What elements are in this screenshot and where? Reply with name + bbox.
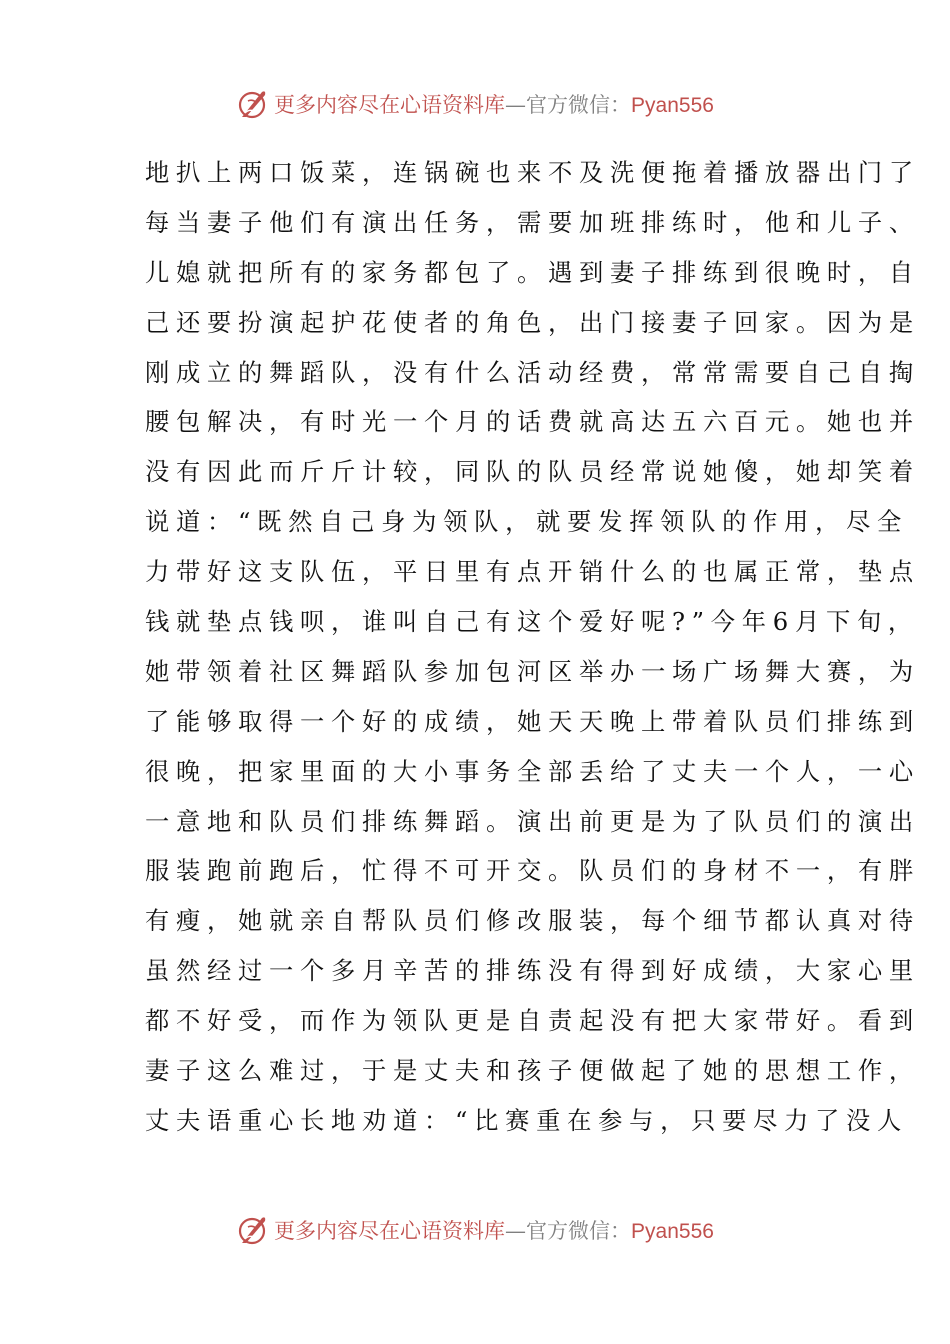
body-line: 地扒上两口饭菜，连锅碗也来不及洗便拖着播放器出门了: [145, 158, 920, 187]
body-line: 她带领着社区舞蹈队参加包河区举办一场广场舞大赛，为: [145, 656, 920, 686]
banner-separator-text: —官方微信：: [505, 93, 632, 117]
banner-wechat-id: Pyan556: [631, 94, 714, 117]
body-line: 虽然经过一个多月辛苦的排练没有得到好成绩，大家心里: [145, 956, 920, 986]
quill-pen-logo-icon: [236, 1213, 270, 1247]
body-line: 都不好受，而作为领队更是自责起没有把大家带好。看到: [145, 1006, 920, 1036]
body-line: 妻子这么难过，于是丈夫和孩子便做起了她的思想工作，: [145, 1056, 920, 1086]
body-line: 丈夫语重心长地劝道：“比赛重在参与，只要尽力了没人: [145, 1105, 909, 1135]
body-line: 刚成立的舞蹈队，没有什么活动经费，常常需要自己自掏: [145, 357, 920, 387]
body-line: 说道：“既然自己身为领队，就要发挥领队的作用，尽全: [145, 507, 909, 537]
body-line: 己还要扮演起护花使者的角色，出门接妻子回家。因为是: [145, 307, 920, 337]
body-line: 腰包解决，有时光一个月的话费就高达五六百元。她也并: [145, 407, 920, 437]
body-line: 一意地和队员们排练舞蹈。演出前更是为了队员们的演出: [145, 806, 920, 836]
body-line: 每当妻子他们有演出任务，需要加班排练时，他和儿子、: [145, 207, 920, 237]
body-line: 有瘦，她就亲自帮队员们修改服装，每个细节都认真对待: [145, 906, 920, 936]
body-line: 钱就垫点钱呗，谁叫自己有这个爱好呢?”今年6月下旬，: [145, 607, 919, 637]
document-body: [145, 148, 920, 1146]
footer-banner: [0, 1208, 950, 1252]
banner-separator-text: —官方微信：: [505, 1219, 632, 1243]
body-line: 了能够取得一个好的成绩，她天天晚上带着队员们排练到: [145, 706, 920, 736]
quill-pen-logo-icon: [236, 87, 270, 121]
banner-wechat-id: Pyan556: [631, 1220, 714, 1243]
body-line: 没有因此而斤斤计较，同队的队员经常说她傻，她却笑着: [145, 457, 920, 487]
body-line: 儿媳就把所有的家务都包了。遇到妻子排练到很晚时，自: [145, 257, 920, 287]
body-line: 力带好这支队伍，平日里有点开销什么的也属正常，垫点: [145, 557, 920, 587]
body-line: 很晚，把家里面的大小事务全部丢给了丈夫一个人，一心: [145, 756, 920, 786]
banner-main-text: 更多内容尽在心语资料库: [274, 1219, 506, 1243]
body-line: 服装跑前跑后，忙得不可开交。队员们的身材不一，有胖: [145, 856, 920, 886]
banner-main-text: 更多内容尽在心语资料库: [274, 93, 506, 117]
header-banner: [0, 82, 950, 126]
